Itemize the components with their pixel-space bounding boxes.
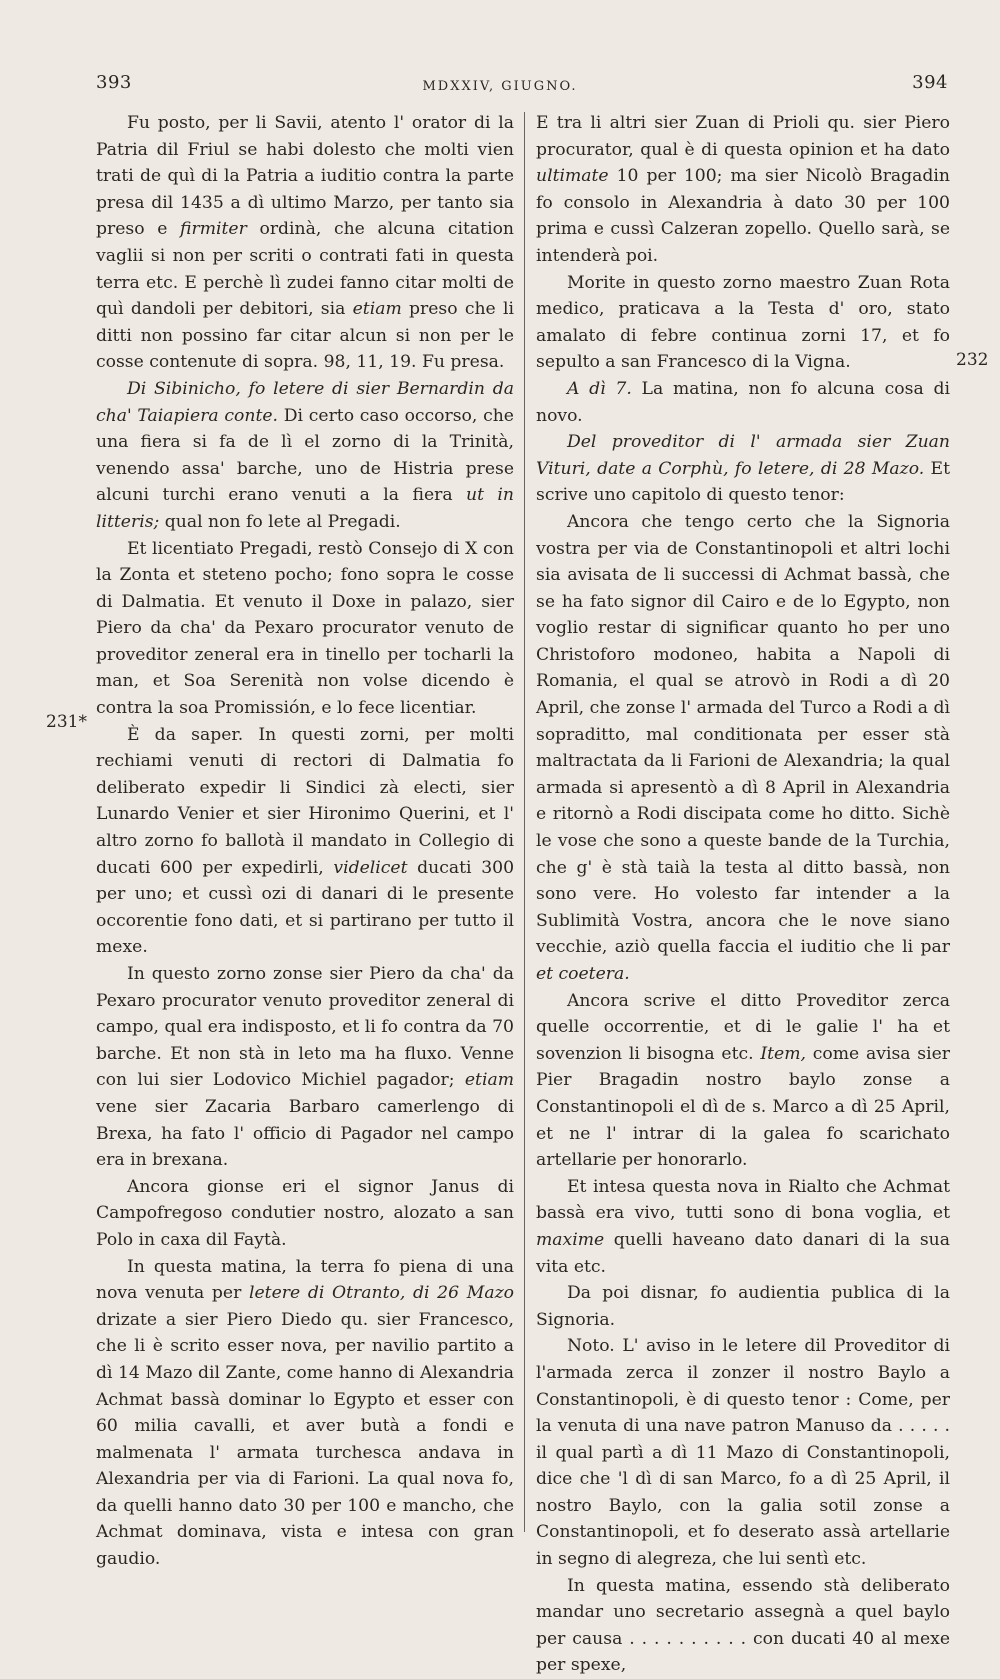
paragraph: Fu posto, per li Savii, atento l' orator di la Patria dil Friul se habi dolesto che molti vien trati de quì di la Patria a iuditio contra la parte presa dil 1435 a dì ultimo Marzo, per tanto sia preso e firmiter ordinà, che alcuna citation vaglii si non per scriti o contrati fati in questa terra etc. E perchè lì zudei fanno citar molti de quì dandoli per debitori, sia etiam preso che li ditti non possino far citar alcun si non per le cosse contenute di sopra. 98, 11, 19. Fu presa. [96, 113, 514, 373]
paragraph: È da saper. In questi zorni, per molti rechiami venuti di rectori di Dalmatia fo deliberato expedir li Sindici zà electi, sier Lunardo Venier et sier Hironimo Querini, et l' altro zorno fo ballotà il mandato in Collegio di ducati 600 per expedirli, videlicet ducati 300 per uno; et cussì ozi di danari di le presente occorentie fono dati, et si partirano per tutto il mexe. [96, 724, 514, 958]
paragraph: Et intesa questa nova in Rialto che Achmat bassà era vivo, tutti sono di bona voglia, et maxime quelli haveano dato danari di la sua vita etc. [536, 1176, 950, 1277]
paragraph: Et licentiato Pregadi, restò Consejo di X con la Zonta et steteno pocho; fono sopra le cosse di Dalmatia. Et venuto il Doxe in palazo, sier Piero da cha' da Pexaro procurator venuto de proveditor zeneral era in tinello per tocharli la man, et Soa Serenità non volse dicendo è contra la soa Promissión, e lo fece licentiar. [96, 538, 514, 719]
right-column [536, 110, 950, 1679]
paragraph: A dì 7. La matina, non fo alcuna cosa di novo. [536, 378, 950, 426]
margin-note-right: 232 [956, 350, 989, 370]
left-column [96, 110, 514, 1573]
column-divider [524, 112, 525, 1532]
paragraph: Ancora che tengo certo che la Signoria vostra per via de Constantinopoli et altri lochi sia avisata de li successi di Achmat bassà, che se ha fato signor dil Cairo e de lo Egypto, non voglio restar di significar quanto ho per uno Christoforo modoneo, habita a Napoli di Romania, el qual se atrovò in Rodi a dì 20 April, che zonse l' armada del Turco a Rodi a dì sopraditto, mal conditionata per esser stà maltractata da li Farioni de Alexandria; la qual armada si apresentò a dì 8 April in Alexandria e ritornò a Rodi discipata come ho ditto. Sichè le vose che sono a queste bande de la Turchia, che g' è stà taià la testa al ditto bassà, non sono vere. Ho volesto far intender a la Sublimità Vostra, ancora che le nove siano vecchie, aziò quella faccia el iuditio che li par et coetera. [536, 511, 950, 984]
paragraph: In questa matina, essendo stà deliberato mandar uno secretario assegnà a quel baylo per causa . . . . . . . . . . con ducati 40 al mexe per spexe, [536, 1575, 950, 1676]
running-title: MDXXIV, GIUGNO. [422, 79, 578, 94]
paragraph: Ancora gionse eri el signor Janus di Campofregoso condutier nostro, alozato a san Polo in caxa dil Faytà. [96, 1176, 514, 1250]
paragraph: In questa matina, la terra fo piena di una nova venuta per letere di Otranto, di 26 Mazo drizate a sier Piero Diedo qu. sier Francesco, che li è scrito esser nova, per navilio partito a dì 14 Mazo dil Zante, come hanno di Alexandria Achmat bassà dominar lo Egypto et esser con 60 milia cavalli, et aver butà a fondi e malmenata l' armata turchesca andava in Alexandria per via di Farioni. La qual nova fo, da quelli hanno dato 30 per 100 e mancho, che Achmat dominava, vista e intesa con gran gaudio. [96, 1256, 514, 1570]
paragraph: Ancora scrive el ditto Proveditor zerca quelle occorrentie, et di le galie l' ha et sovenzion li bisogna etc. Item, come avisa sier Pier Bragadin nostro baylo zonse a Constantinopoli el dì de s. Marco a dì 25 April, et ne l' intrar di la galea fo scarichato artellarie per honorarlo. [536, 990, 951, 1171]
paragraph: Noto. L' aviso in le letere dil Proveditor di l'armada zerca il zonzer il nostro Baylo a Constantinopoli, è di questo tenor : Come, per la venuta di una nave patron Manuso da . . . . . il qual partì a dì 11 Mazo di Constantinopoli, dice che 'l dì di san Marco, fo a dì 25 April, il nostro Baylo, con la galia sotil zonse a Constantinopoli, et fo deserato assà artellarie in segno di alegreza, che lui sentì etc. [536, 1336, 950, 1570]
margin-note-left: 231* [46, 712, 87, 732]
paragraph: Di Sibinicho, fo letere di sier Bernardin da cha' Taiapiera conte. Di certo caso occorso, che una fiera si fa de lì el zorno di la Trinità, venendo assa' barche, uno de Histria prese alcuni turchi erano venuti a la fiera ut in litteris; qual non fo lete al Pregadi. [96, 378, 514, 532]
paragraph: In questo zorno zonse sier Piero da cha' da Pexaro procurator venuto proveditor zeneral di campo, qual era indisposto, et li fo contra da 70 barche. Et non stà in leto ma ha fluxo. Venne con lui sier Lodovico Michiel pagador; etiam vene sier Zacaria Barbaro camerlengo di Brexa, ha fato l' officio di Pagador nel campo era in brexana. [96, 964, 514, 1171]
paragraph: Da poi disnar, fo audientia publica di la Signoria. [536, 1283, 950, 1330]
paragraph: Morite in questo zorno maestro Zuan Rota medico, praticava a la Testa d' oro, stato amalato di febre continua zorni 17, et fo sepulto a san Francesco di la Vigna. [536, 272, 950, 373]
page-number-right: 394 [912, 72, 948, 93]
paragraph: E tra li altri sier Zuan di Prioli qu. sier Piero procurator, qual è di questa opinion et ha dato ultimate 10 per 100; ma sier Nicolò Bragadin fo consolo in Alexandria à dato 30 per 100 prima e cussì Calzeran zopello. Quello sarà, se intenderà poi. [536, 113, 950, 266]
page-number-left: 393 [96, 72, 132, 93]
paragraph: Del proveditor di l' armada sier Zuan Vituri, date a Corphù, fo letere, di 28 Mazo. Et scrive uno capitolo di questo tenor: [536, 432, 950, 506]
